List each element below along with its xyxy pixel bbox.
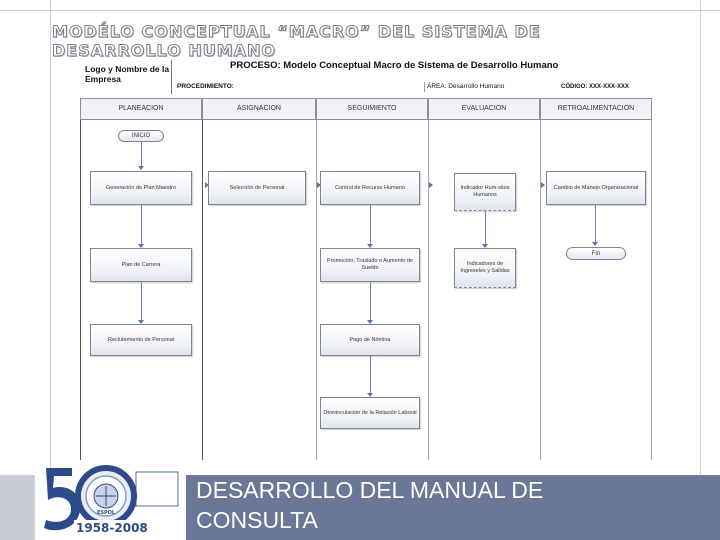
node-cambio-organizacional: Cambio de Manejo Organizacional [546,171,646,205]
connector-line [595,205,596,243]
lane-divider [202,120,203,460]
node-control: Control de Recurso Humano [320,171,420,205]
lane-retroalimentacion: RETROALIMENTACION [540,98,652,120]
connector-line [141,282,142,322]
swimlanes [80,98,652,460]
node-desvinculacion: Desvinculación de la Relación Laboral [320,397,420,429]
lane-seguimiento: SEGUIMIENTO [316,98,428,120]
lane-divider [540,120,541,460]
connector-line [370,205,371,245]
lane-divider [316,120,317,460]
area-label: ÁREA: Desarrollo Humano [424,82,504,92]
node-plan-maestro: Generación de Plan Maestro [90,171,192,205]
lane-divider [80,120,81,460]
flowchart-panel [80,60,652,460]
logo-years: 1958-2008 [76,521,148,535]
slide-title: MODÉLO CONCEPTUAL “MACRO” DEL SISTEMA DE DESARROLLO HUMANO [52,22,541,60]
company-logo-label: Logo y Nombre de la Empresa [80,60,172,94]
node-plan-carrera: Plan de Carrera [90,248,192,282]
frame-left-line [50,0,51,475]
lane-asignacion: ASIGNACION [202,98,316,120]
node-seleccion: Selección de Personal [208,171,306,205]
lane-evaluacion: EVALUACION [428,98,540,120]
process-header [80,60,652,94]
start-node: INICIO [118,130,164,142]
banner-title: DESARROLLO DEL MANUAL DE CONSULTA [196,477,544,533]
lane-planeacion: PLANEACION [80,98,202,120]
footer-left-block [0,475,35,540]
frame-top-line [0,10,720,11]
connector-line [141,205,142,245]
logo-name: ESPOL [96,510,116,516]
lane-divider [428,120,429,460]
procedure-label: PROCEDIMIENTO: [177,83,234,90]
node-indicadores-sueldos: Indicadores de Ingreseles y Salidas [454,248,516,288]
code-label: CÓDIGO: XXX-XXX-XXX [561,84,630,90]
lane-divider [651,120,652,460]
node-pago-nomina: Pago de Nómina [320,324,420,356]
arrow-down-icon [429,182,433,188]
node-promocion: Promoción, Traslado o Aumento de Sueldo [320,248,420,282]
footer-banner [186,475,720,540]
arrow-down-icon [592,242,598,246]
frame-right-line [700,0,701,475]
connector-line [141,142,142,167]
espol-anniversary-logo [36,462,182,540]
connector-line [485,211,486,245]
process-title: PROCESO: Modelo Conceptual Macro de Sistema de Desarrollo Humano [230,60,559,71]
node-reclutamiento: Reclutamiento de Personal [90,324,192,356]
arrow-down-icon [138,166,144,170]
connector-line [370,356,371,394]
connector-line [370,282,371,322]
end-node: Fin [566,247,626,260]
node-indicador: Indicador Hum-sitos Humanos [454,173,516,211]
arrow-down-icon [541,182,545,188]
